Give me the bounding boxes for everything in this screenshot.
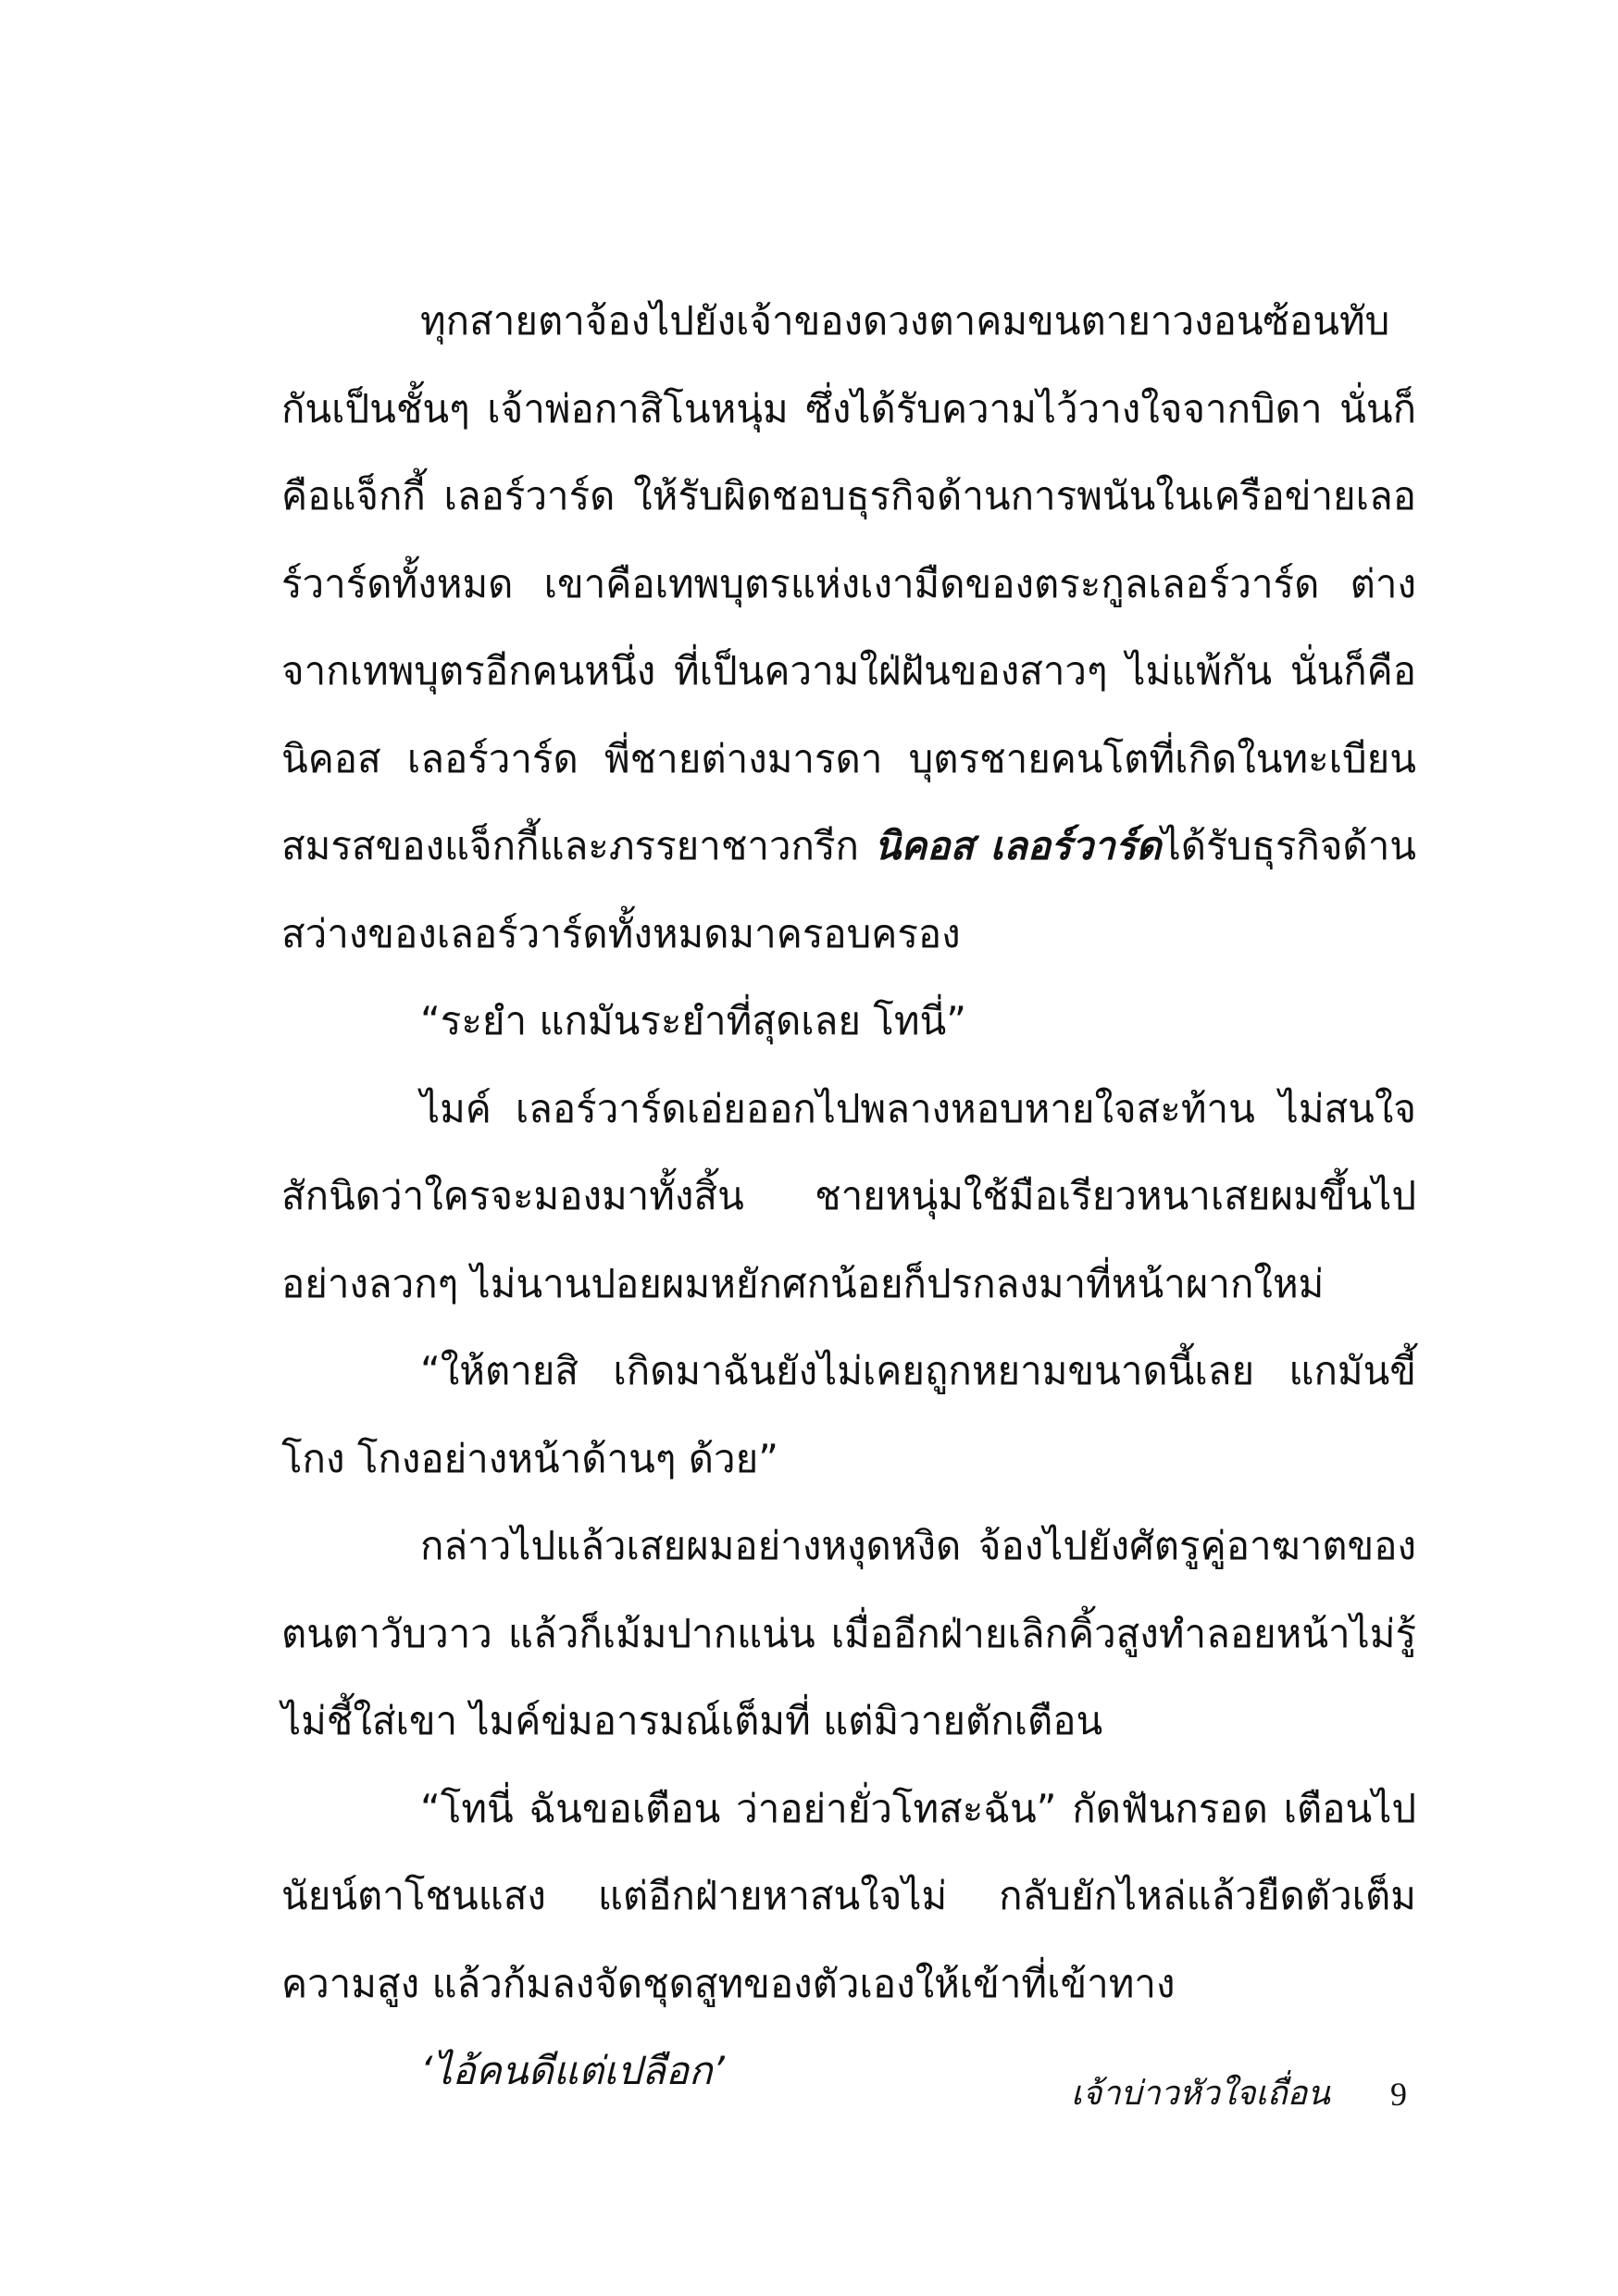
paragraph-1-text: ทุกสายตาจ้องไปยังเจ้าของดวงตาคมขนตายาวงอนซ้อนทับกันเป็นชั้นๆ เจ้าพ่อกาสิโนหนุ่ม ซึ่งได้รับความไว้วางใจจากบิดา นั่นก็คือแจ็กกี้ เลอร์วาร์ด ให้รับผิดชอบธุรกิจด้านการพนันในเครือข่ายเลอร์วาร์ดทั้งหมด เขาคือเทพบุตรแห่งเงามืดของตระกูลเลอร์วาร์ด ต่างจากเทพบุตรอีกคนหนึ่ง ที่เป็นความใฝ่ฝันของสาวๆ ไม่แพ้กัน นั่นก็คือนิคอส เลอร์วาร์ด พี่ชายต่างมารดา บุตรชายคนโตที่เกิดในทะเบียนสมรสของแจ็กกี้และภรรยาชาวกรีก — [281, 298, 1416, 868]
paragraph-1-tail: ได้รับธุรกิจด้านสว่างของเลอร์วาร์ดทั้งหมดมาครอบครอง — [281, 823, 1416, 956]
page-footer — [1018, 2066, 1416, 2122]
paragraph-2: “ระยำ แกมันระยำที่สุดเลย โทนี่” — [420, 998, 966, 1043]
page-number: 9 — [1390, 2076, 1407, 2113]
page-body — [281, 278, 1416, 2115]
paragraph-1 — [281, 278, 1416, 978]
paragraph-4: “ให้ตายสิ เกิดมาฉันยังไม่เคยถูกหยามขนาดนี้เลย แกมันขี้โกง โกงอย่างหน้าด้านๆ ด้วย” — [281, 1348, 1416, 1481]
paragraph-7: ‘ไอ้คนดีแต่เปลือก’ — [420, 2048, 725, 2093]
paragraph-3: ไมค์ เลอร์วาร์ดเอ่ยออกไปพลางหอบหายใจสะท้าน ไม่สนใจสักนิดว่าใครจะมองมาทั้งสิ้น ชายหนุ่มใช้มือเรียวหนาเสยผมขึ้นไปอย่างลวกๆ ไม่นานปอยผมหยักศกน้อยก็ปรกลงมาที่หน้าผากใหม่ — [281, 1085, 1416, 1306]
paragraph-5: กล่าวไปแล้วเสยผมอย่างหงุดหงิด จ้องไปยังศัตรูคู่อาฆาตของตนตาวับวาว แล้วก็เม้มปากแน่น เมื่ออีกฝ่ายเลิกคิ้วสูงทำลอยหน้าไม่รู้ไม่ชี้ใส่เขา ไมค์ข่มอารมณ์เต็มที่ แต่มิวายตักเตือน — [281, 1523, 1416, 1743]
emphasized-name: นิคอส เลอร์วาร์ด — [874, 823, 1162, 868]
book-title: เจ้าบ่าวหัวใจเถื่อน — [1071, 2075, 1330, 2113]
paragraph-6: “โทนี่ ฉันขอเตือน ว่าอย่ายั่วโทสะฉัน” กัดฟันกรอด เตือนไปนัยน์ตาโชนแสง แต่อีกฝ่ายหาสนใจไม่ กลับยักไหล่แล้วยืดตัวเต็มความสูง แล้วก้มลงจัดชุดสูทของตัวเองให้เข้าที่เข้าทาง — [281, 1785, 1416, 2006]
